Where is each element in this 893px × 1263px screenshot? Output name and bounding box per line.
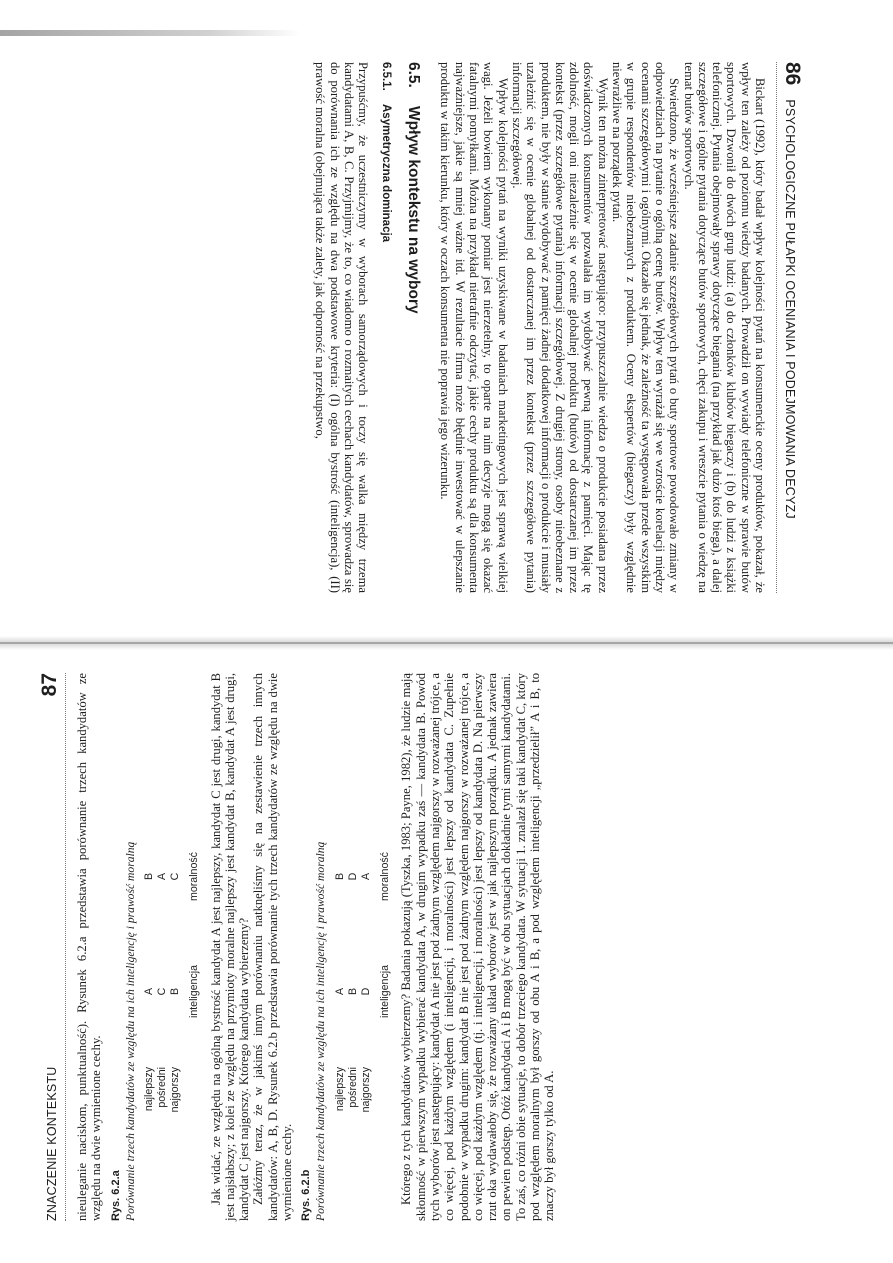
subsection-heading: [380, 62, 392, 593]
table-row: [156, 819, 169, 1143]
column-header: inteligencja: [378, 965, 391, 1019]
book-spine: [0, 636, 893, 650]
figure-label: Rys. 6.2.b: [300, 1169, 313, 1221]
table-row: [346, 819, 359, 1143]
scanner-edge: [0, 30, 300, 36]
column-header: inteligencja: [188, 965, 201, 1019]
table-row: [333, 819, 346, 1143]
paragraph: Wynik ten można zinterpretować następująco: przypuszczalnie wiedza o produkcie posiadana przez doświadczonych konsumentów pozwalała im wydobywać pewną informację z pamięci. Mając tę zdolność, mogli oni niezależnie się w ocenie globalnej produktu (butów) od dostarczanej im przez kontekst (przez szczegółowe pytania) informacji szczegółowej. Z drugiej strony, osoby nieobeznane z produktem, nie były w stanie wydobywać z pamięci żadnej dodatkowej informacji o produkcie i musiały uzależnić się w ocenie globalnej od dostarczanej im przez kontekst (przez szczegółowe pytania) informacji szczegółowej.: [509, 62, 610, 593]
row-label: najlepszy: [333, 1067, 346, 1112]
row-label: najgorszy: [169, 1067, 182, 1113]
section-heading: [404, 62, 422, 593]
table-cell: A: [359, 872, 372, 881]
figure-caption: Porównanie trzech kandydatów ze względu na ich inteligencję i prawość moralną: [123, 841, 137, 1221]
table-cell: B: [346, 987, 359, 996]
running-head: PSYCHOLOGICZNE PUŁAPKI OCENIANIA I PODEJMOWANIA DECYZJ: [783, 99, 797, 519]
paragraph: Jak widać, ze względu na ogólną bystrość kandydat A jest najlepszy, kandydat C jest drugi, kandydat B jest najsłabszy; z kolei ze względu na przymioty moralne najlepszy jest kandydat B, kandydat A jest drugi, kandydat C jest najgorszy. Którego kandydata wybierzemy?: [208, 673, 252, 1221]
table-row: [143, 819, 156, 1143]
page-number: 87: [38, 673, 61, 697]
paragraph: nieuleganie naciskom, punktualność). Rysunek 6.2.a przedstawia porównanie trzech kandydatów ze względu na dwie wymienione cechy.: [75, 673, 104, 1221]
paragraph: Bickart (1992), który badał wpływ kolejności pytań na konsumenckie oceny produktów, pokazał, że wpływ ten zależy od poziomu wiedzy badanych. Prowadził on wywiady telefoniczne w sprawie butów sportowych. Dzwonił do dwóch grup ludzi: (a) do członków klubów biegaczy i (b) do ludzi z książki telefonicznej. Pytania obejmowały sprawy dotyczące biegania (na przykład jak dużo ktoś biega), a dalej szczegółowe i ogólne pytania dotyczące butów sportowych, chęci zakupu i wreszcie pytania o wiedzę na temat butów sportowych.: [681, 62, 767, 593]
right-running-header: [38, 673, 66, 1221]
table-cell: A: [333, 987, 346, 996]
table-cell: B: [169, 987, 182, 996]
subsection-number: 6.5.1.: [380, 62, 393, 91]
figure-label: Rys. 6.2.a: [109, 1170, 122, 1221]
table-cell: C: [169, 872, 182, 881]
column-header-row: [182, 819, 201, 1143]
left-page: [18, 40, 818, 625]
subsection-title: Asymetryczna dominacja: [380, 104, 393, 243]
paragraph: Którego z tych kandydatów wybierzemy? Badania pokazują (Tyszka, 1983; Payne, 1982), że ludzie mają skłonność w pierwszym wypadku wybierać kandydata A, w drugim wypadku zaś — kandydata B. Powód tych wyborów jest następujący: kandydat A nie jest pod żadnym względem najgorszy w rozważanej trójce, a co więcej, pod każdym względem (i inteligencji, i moralności) jest lepszy od kandydata C. Zupełnie podobnie w wypadku drugim: kandydat B nie jest pod żadnym względem najgorszy w rozważanej trójce, a co więcej, pod każdym względem (tj. i inteligencji, i moralności) jest lepszy od kandydata D. Na pierwszy rzut oka wydawałoby się, że rozważany układ wyborów jest w jak najlepszym porządku. A jednak zawiera on pewien podstęp. Otóż kandydaci A i B mogą być w obu sytuacjach dokładnie tymi samymi kandydatami. To zaś, co różni obie sytuacje, to dobór trzeciego kandydata. W sytuacji 1. znalazł się taki kandydat C, który pod względem moralnym był gorszy od obu A i B, a pod względem inteligencji „przedzielił” A i B, to znaczy był gorszy tylko od A.: [399, 673, 557, 1221]
table-cell: A: [156, 872, 169, 881]
table-cell: B: [143, 872, 156, 881]
figure-table: [143, 819, 201, 1143]
figure-caption: Porównanie trzech kandydatów ze względu na ich inteligencję i prawość moralną: [314, 841, 328, 1221]
table-cell: C: [156, 987, 169, 996]
row-label: najgorszy: [359, 1067, 372, 1113]
table-row: [169, 819, 182, 1143]
left-page-frame: [18, 40, 818, 625]
figure-table: [333, 819, 391, 1143]
table-cell: D: [359, 987, 372, 996]
right-page: [22, 655, 830, 1245]
paragraph: Stwierdzono, że wcześniejsze zadanie szczegółowych pytań o buty sportowe powodowało zmiany w odpowiedziach na pytanie o ogólną ocenę butów. Wpływ ten wyrażał się we wzroście korelacji między ocenami szczegółowymi i ogólnymi. Okazało się jednak, że zależność ta występowała przede wszystkim w grupie respondentów nieobeznanych z produktem. Oceny ekspertów (biegaczy) były względnie niewrażliwe na porządek pytań.: [610, 62, 682, 593]
left-running-header: [776, 62, 804, 593]
paragraph: Wpływ kolejności pytań na wyniki uzyskiwane w badaniach marketingowych jest sprawą wielkiej wagi. Jeżeli bowiem wykonany pomiar jest nierzetelny, to oparte na nim decyzje mogą się okazać fatalnymi pomyłkami. Można na przykład nietrafnie odczytać, jakie cechy produktu są dla konsumenta najważniejsze, jakie są mniej ważne itd. W rezultacie firma może błędnie inwestować w ulepszanie produktu w takim kierunku, który w oczach konsumenta nie poprawia jego wizerunku.: [438, 62, 510, 593]
column-header: moralność: [188, 852, 201, 901]
table-cell: D: [346, 872, 359, 881]
table-cell: A: [143, 987, 156, 996]
row-label: pośredni: [156, 1067, 169, 1108]
paragraph: Przypuśćmy, że uczestniczymy w wyborach samorządowych i toczy się walka między trzema kandydatami A, B, C. Przyjmijmy, że to, co wiadomo o rozmaitych cechach kandydatów, sprowadza się do porównania ich ze względu na dwa podstawowe kryteria: (I) ogólna bystrość (inteligencja), (II) prawość moralna (obejmująca także zalety, jak odporność na przekupstwo,: [313, 62, 371, 593]
running-head: ZNACZENIE KONTEKSTU: [45, 1066, 59, 1221]
row-label: najlepszy: [143, 1067, 156, 1112]
section-title: Wpływ kontekstu na wybory: [405, 106, 423, 314]
page-number: 86: [781, 62, 804, 86]
row-label: pośredni: [346, 1067, 359, 1108]
column-header: moralność: [378, 852, 391, 901]
right-page-frame: [22, 655, 830, 1245]
section-number: 6.5.: [405, 62, 423, 88]
paragraph: Załóżmy teraz, że w jakimś innym porównaniu natknęliśmy się na zestawienie trzech innych kandydatów: A, B, D. Rysunek 6.2.b przedstawia porównanie tych trzech kandydatów ze względu na dwie wymienione cechy.: [251, 673, 295, 1221]
table-cell: B: [333, 872, 346, 881]
column-header-row: [372, 819, 391, 1143]
table-row: [359, 819, 372, 1143]
